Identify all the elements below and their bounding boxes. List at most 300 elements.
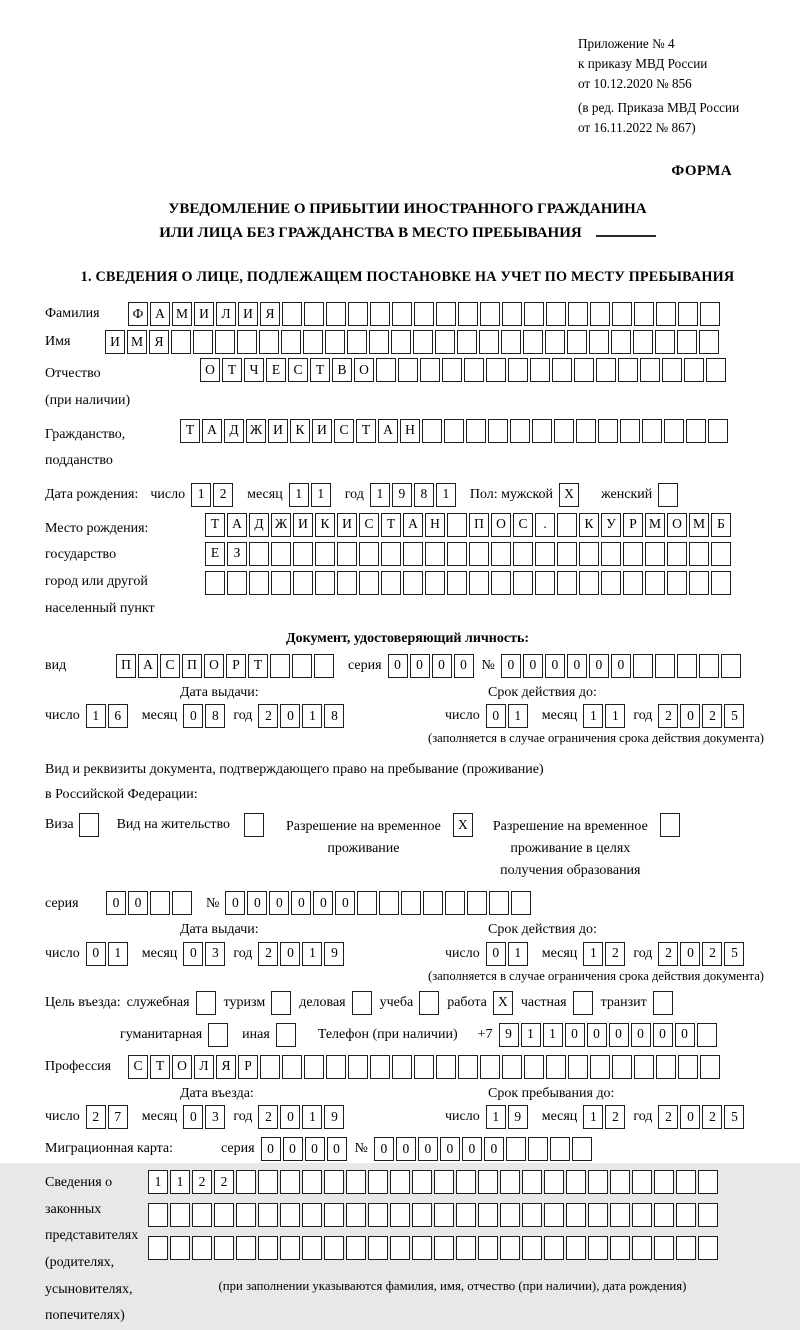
char-box[interactable] (645, 571, 665, 595)
char-box[interactable] (420, 358, 440, 382)
char-box[interactable]: 2 (605, 942, 625, 966)
char-box[interactable]: 1 (436, 483, 456, 507)
char-box[interactable]: 9 (324, 942, 344, 966)
char-box[interactable]: 0 (418, 1137, 438, 1161)
char-box[interactable] (566, 1170, 586, 1194)
char-box[interactable]: 0 (128, 891, 148, 915)
char-box[interactable] (544, 1236, 564, 1260)
char-box[interactable] (654, 1203, 674, 1227)
char-box[interactable] (403, 542, 423, 566)
char-box[interactable] (466, 419, 486, 443)
title-blank-line[interactable] (596, 221, 656, 237)
char-box[interactable] (511, 891, 531, 915)
char-box[interactable]: 0 (327, 1137, 347, 1161)
char-box[interactable]: 0 (631, 1023, 651, 1047)
char-box[interactable]: О (354, 358, 374, 382)
char-box[interactable] (280, 1170, 300, 1194)
char-box[interactable]: 0 (283, 1137, 303, 1161)
checkbox[interactable] (271, 991, 291, 1015)
char-box[interactable]: С (128, 1055, 148, 1079)
char-box[interactable] (414, 1055, 434, 1079)
char-box[interactable] (656, 302, 676, 326)
char-box[interactable] (249, 542, 269, 566)
char-box[interactable] (413, 330, 433, 354)
char-box[interactable] (676, 1203, 696, 1227)
char-box[interactable]: 2 (702, 942, 722, 966)
char-box[interactable]: О (491, 513, 511, 537)
char-box[interactable] (721, 654, 741, 678)
char-box[interactable] (546, 1055, 566, 1079)
char-box[interactable] (478, 1170, 498, 1194)
char-box[interactable] (676, 1170, 696, 1194)
char-box[interactable]: Я (216, 1055, 236, 1079)
char-box[interactable] (664, 419, 684, 443)
char-box[interactable] (381, 571, 401, 595)
char-box[interactable] (249, 571, 269, 595)
char-box[interactable]: Р (623, 513, 643, 537)
char-box[interactable] (346, 1170, 366, 1194)
char-box[interactable]: 0 (291, 891, 311, 915)
char-box[interactable] (170, 1236, 190, 1260)
char-box[interactable]: 2 (258, 704, 278, 728)
char-box[interactable] (302, 1203, 322, 1227)
char-box[interactable] (436, 1055, 456, 1079)
char-box[interactable] (708, 419, 728, 443)
char-box[interactable] (642, 419, 662, 443)
char-box[interactable]: С (359, 513, 379, 537)
char-box[interactable] (601, 542, 621, 566)
char-box[interactable] (568, 302, 588, 326)
char-box[interactable]: 6 (108, 704, 128, 728)
char-box[interactable] (148, 1203, 168, 1227)
char-box[interactable] (368, 1236, 388, 1260)
checkbox[interactable] (653, 991, 673, 1015)
char-box[interactable] (686, 419, 706, 443)
char-box[interactable]: 5 (724, 942, 744, 966)
char-box[interactable]: 1 (170, 1170, 190, 1194)
char-box[interactable] (227, 571, 247, 595)
char-box[interactable] (656, 1055, 676, 1079)
char-box[interactable]: 0 (565, 1023, 585, 1047)
char-box[interactable]: 0 (410, 654, 430, 678)
char-box[interactable]: Д (249, 513, 269, 537)
char-box[interactable] (655, 330, 675, 354)
char-box[interactable] (552, 358, 572, 382)
char-box[interactable] (447, 542, 467, 566)
checkbox[interactable] (419, 991, 439, 1015)
char-box[interactable]: 2 (213, 483, 233, 507)
char-box[interactable] (458, 1055, 478, 1079)
char-box[interactable]: М (172, 302, 192, 326)
char-box[interactable] (236, 1170, 256, 1194)
char-box[interactable] (376, 358, 396, 382)
char-box[interactable] (632, 1236, 652, 1260)
char-box[interactable]: М (645, 513, 665, 537)
char-box[interactable] (390, 1170, 410, 1194)
char-box[interactable] (610, 1203, 630, 1227)
char-box[interactable] (678, 1055, 698, 1079)
char-box[interactable]: 0 (462, 1137, 482, 1161)
char-box[interactable] (590, 302, 610, 326)
char-box[interactable] (634, 1055, 654, 1079)
char-box[interactable]: 2 (658, 942, 678, 966)
char-box[interactable] (698, 1170, 718, 1194)
char-box[interactable] (458, 302, 478, 326)
char-box[interactable] (667, 542, 687, 566)
char-box[interactable] (596, 358, 616, 382)
char-box[interactable] (550, 1137, 570, 1161)
char-box[interactable]: С (160, 654, 180, 678)
char-box[interactable]: Т (356, 419, 376, 443)
char-box[interactable] (544, 1170, 564, 1194)
char-box[interactable] (303, 330, 323, 354)
char-box[interactable] (489, 891, 509, 915)
char-box[interactable]: О (200, 358, 220, 382)
char-box[interactable]: 0 (247, 891, 267, 915)
char-box[interactable]: С (334, 419, 354, 443)
char-box[interactable] (510, 419, 530, 443)
char-box[interactable]: 0 (523, 654, 543, 678)
char-box[interactable] (392, 302, 412, 326)
char-box[interactable] (447, 571, 467, 595)
char-box[interactable] (557, 513, 577, 537)
char-box[interactable] (315, 571, 335, 595)
char-box[interactable]: 1 (508, 704, 528, 728)
char-box[interactable] (425, 542, 445, 566)
char-box[interactable] (368, 1170, 388, 1194)
char-box[interactable] (390, 1236, 410, 1260)
char-box[interactable] (528, 1137, 548, 1161)
char-box[interactable]: И (105, 330, 125, 354)
char-box[interactable] (259, 330, 279, 354)
char-box[interactable]: С (288, 358, 308, 382)
char-box[interactable]: 3 (205, 942, 225, 966)
char-box[interactable]: 3 (205, 1105, 225, 1129)
char-box[interactable]: О (204, 654, 224, 678)
char-box[interactable] (598, 419, 618, 443)
char-box[interactable]: 2 (192, 1170, 212, 1194)
char-box[interactable] (706, 358, 726, 382)
char-box[interactable] (346, 1236, 366, 1260)
char-box[interactable]: И (238, 302, 258, 326)
char-box[interactable]: Т (310, 358, 330, 382)
char-box[interactable] (491, 571, 511, 595)
char-box[interactable] (566, 1236, 586, 1260)
char-box[interactable] (346, 1203, 366, 1227)
char-box[interactable] (325, 330, 345, 354)
char-box[interactable]: 1 (486, 1105, 506, 1129)
char-box[interactable] (524, 1055, 544, 1079)
char-box[interactable] (546, 302, 566, 326)
checkbox[interactable] (208, 1023, 228, 1047)
char-box[interactable] (192, 1236, 212, 1260)
char-box[interactable] (689, 542, 709, 566)
char-box[interactable]: 0 (106, 891, 126, 915)
char-box[interactable] (677, 654, 697, 678)
char-box[interactable] (711, 571, 731, 595)
char-box[interactable]: Ф (128, 302, 148, 326)
char-box[interactable]: 2 (258, 1105, 278, 1129)
char-box[interactable]: 2 (702, 1105, 722, 1129)
char-box[interactable]: А (202, 419, 222, 443)
char-box[interactable]: 1 (108, 942, 128, 966)
char-box[interactable] (535, 571, 555, 595)
char-box[interactable] (348, 1055, 368, 1079)
char-box[interactable] (697, 1023, 717, 1047)
char-box[interactable] (700, 1055, 720, 1079)
char-box[interactable]: 0 (440, 1137, 460, 1161)
char-box[interactable] (557, 542, 577, 566)
char-box[interactable] (148, 1236, 168, 1260)
char-box[interactable] (326, 302, 346, 326)
char-box[interactable] (456, 1170, 476, 1194)
char-box[interactable] (676, 1236, 696, 1260)
char-box[interactable]: А (403, 513, 423, 537)
char-box[interactable]: 1 (311, 483, 331, 507)
char-box[interactable] (357, 891, 377, 915)
char-box[interactable]: 8 (414, 483, 434, 507)
char-box[interactable]: 0 (280, 1105, 300, 1129)
char-box[interactable]: 9 (392, 483, 412, 507)
char-box[interactable] (282, 1055, 302, 1079)
char-box[interactable]: 0 (313, 891, 333, 915)
char-box[interactable] (610, 1236, 630, 1260)
char-box[interactable]: А (227, 513, 247, 537)
char-box[interactable]: Е (205, 542, 225, 566)
char-box[interactable] (302, 1170, 322, 1194)
char-box[interactable] (150, 891, 170, 915)
char-box[interactable] (513, 571, 533, 595)
char-box[interactable]: 0 (183, 1105, 203, 1129)
char-box[interactable] (401, 891, 421, 915)
char-box[interactable]: 1 (583, 704, 603, 728)
char-box[interactable] (632, 1170, 652, 1194)
char-box[interactable]: 1 (521, 1023, 541, 1047)
char-box[interactable]: И (337, 513, 357, 537)
char-box[interactable]: 0 (680, 1105, 700, 1129)
char-box[interactable]: 0 (280, 942, 300, 966)
char-box[interactable] (634, 302, 654, 326)
char-box[interactable] (698, 1203, 718, 1227)
char-box[interactable] (684, 358, 704, 382)
char-box[interactable]: 0 (675, 1023, 695, 1047)
char-box[interactable]: 0 (454, 654, 474, 678)
char-box[interactable]: С (513, 513, 533, 537)
char-box[interactable] (488, 419, 508, 443)
char-box[interactable]: 1 (583, 1105, 603, 1129)
char-box[interactable] (282, 302, 302, 326)
char-box[interactable] (572, 1137, 592, 1161)
char-box[interactable] (632, 1203, 652, 1227)
char-box[interactable]: Я (260, 302, 280, 326)
char-box[interactable]: 1 (605, 704, 625, 728)
char-box[interactable] (270, 654, 290, 678)
char-box[interactable]: О (667, 513, 687, 537)
char-box[interactable]: 1 (86, 704, 106, 728)
char-box[interactable] (293, 571, 313, 595)
char-box[interactable] (508, 358, 528, 382)
char-box[interactable] (280, 1236, 300, 1260)
char-box[interactable] (480, 1055, 500, 1079)
char-box[interactable] (302, 1236, 322, 1260)
char-box[interactable] (568, 1055, 588, 1079)
char-box[interactable]: 1 (543, 1023, 563, 1047)
char-box[interactable]: Ж (246, 419, 266, 443)
char-box[interactable] (699, 654, 719, 678)
char-box[interactable]: 5 (724, 704, 744, 728)
char-box[interactable] (381, 542, 401, 566)
char-box[interactable] (601, 571, 621, 595)
char-box[interactable]: 5 (724, 1105, 744, 1129)
char-box[interactable]: 1 (302, 1105, 322, 1129)
char-box[interactable]: А (378, 419, 398, 443)
char-box[interactable] (172, 891, 192, 915)
char-box[interactable] (412, 1203, 432, 1227)
char-box[interactable] (192, 1203, 212, 1227)
char-box[interactable]: 1 (191, 483, 211, 507)
char-box[interactable] (645, 542, 665, 566)
char-box[interactable] (237, 330, 257, 354)
char-box[interactable] (423, 891, 443, 915)
char-box[interactable]: Р (238, 1055, 258, 1079)
char-box[interactable] (293, 542, 313, 566)
checkbox[interactable]: X (453, 813, 473, 837)
char-box[interactable] (447, 513, 467, 537)
char-box[interactable] (500, 1170, 520, 1194)
char-box[interactable] (502, 302, 522, 326)
char-box[interactable] (579, 542, 599, 566)
char-box[interactable] (640, 358, 660, 382)
char-box[interactable] (522, 1170, 542, 1194)
char-box[interactable] (502, 1055, 522, 1079)
char-box[interactable] (618, 358, 638, 382)
char-box[interactable]: 0 (653, 1023, 673, 1047)
checkbox[interactable] (660, 813, 680, 837)
char-box[interactable] (478, 1203, 498, 1227)
char-box[interactable]: 0 (388, 654, 408, 678)
char-box[interactable]: 7 (108, 1105, 128, 1129)
char-box[interactable] (500, 1203, 520, 1227)
char-box[interactable] (530, 358, 550, 382)
char-box[interactable]: 8 (205, 704, 225, 728)
char-box[interactable] (348, 302, 368, 326)
checkbox[interactable] (244, 813, 264, 837)
char-box[interactable]: Т (180, 419, 200, 443)
char-box[interactable]: А (138, 654, 158, 678)
char-box[interactable] (434, 1203, 454, 1227)
char-box[interactable] (434, 1236, 454, 1260)
char-box[interactable]: К (315, 513, 335, 537)
char-box[interactable] (324, 1203, 344, 1227)
char-box[interactable] (557, 571, 577, 595)
char-box[interactable]: Т (150, 1055, 170, 1079)
char-box[interactable] (522, 1236, 542, 1260)
char-box[interactable] (304, 302, 324, 326)
char-box[interactable] (214, 1203, 234, 1227)
checkbox[interactable]: X (559, 483, 579, 507)
char-box[interactable]: 1 (148, 1170, 168, 1194)
char-box[interactable]: 2 (86, 1105, 106, 1129)
char-box[interactable]: Т (248, 654, 268, 678)
char-box[interactable]: 0 (589, 654, 609, 678)
char-box[interactable]: И (268, 419, 288, 443)
char-box[interactable]: 0 (545, 654, 565, 678)
char-box[interactable]: 0 (501, 654, 521, 678)
char-box[interactable] (544, 1203, 564, 1227)
char-box[interactable] (258, 1170, 278, 1194)
char-box[interactable]: 0 (86, 942, 106, 966)
char-box[interactable] (425, 571, 445, 595)
char-box[interactable]: 0 (261, 1137, 281, 1161)
checkbox[interactable] (79, 813, 99, 837)
char-box[interactable]: Т (222, 358, 242, 382)
char-box[interactable]: П (182, 654, 202, 678)
char-box[interactable]: 8 (324, 704, 344, 728)
char-box[interactable]: 2 (702, 704, 722, 728)
char-box[interactable] (271, 571, 291, 595)
char-box[interactable]: 0 (567, 654, 587, 678)
char-box[interactable]: Е (266, 358, 286, 382)
checkbox[interactable]: X (493, 991, 513, 1015)
char-box[interactable]: 2 (214, 1170, 234, 1194)
char-box[interactable] (414, 302, 434, 326)
char-box[interactable] (698, 1236, 718, 1260)
char-box[interactable]: 0 (183, 942, 203, 966)
char-box[interactable]: 0 (587, 1023, 607, 1047)
char-box[interactable] (677, 330, 697, 354)
char-box[interactable] (324, 1236, 344, 1260)
char-box[interactable] (491, 542, 511, 566)
char-box[interactable]: 1 (302, 704, 322, 728)
char-box[interactable] (281, 330, 301, 354)
char-box[interactable] (215, 330, 235, 354)
char-box[interactable] (699, 330, 719, 354)
char-box[interactable] (445, 891, 465, 915)
char-box[interactable] (469, 542, 489, 566)
checkbox[interactable] (196, 991, 216, 1015)
char-box[interactable] (456, 1203, 476, 1227)
char-box[interactable] (620, 419, 640, 443)
char-box[interactable] (623, 542, 643, 566)
char-box[interactable] (304, 1055, 324, 1079)
char-box[interactable]: И (293, 513, 313, 537)
char-box[interactable]: Л (194, 1055, 214, 1079)
char-box[interactable]: М (689, 513, 709, 537)
char-box[interactable]: 1 (370, 483, 390, 507)
char-box[interactable]: 0 (269, 891, 289, 915)
char-box[interactable] (523, 330, 543, 354)
char-box[interactable]: 2 (258, 942, 278, 966)
char-box[interactable] (588, 1236, 608, 1260)
char-box[interactable] (337, 571, 357, 595)
char-box[interactable]: Т (381, 513, 401, 537)
char-box[interactable] (464, 358, 484, 382)
char-box[interactable] (554, 419, 574, 443)
char-box[interactable]: 1 (583, 942, 603, 966)
char-box[interactable] (258, 1203, 278, 1227)
char-box[interactable]: Д (224, 419, 244, 443)
char-box[interactable] (359, 542, 379, 566)
char-box[interactable] (513, 542, 533, 566)
char-box[interactable]: 9 (499, 1023, 519, 1047)
char-box[interactable] (337, 542, 357, 566)
char-box[interactable] (390, 1203, 410, 1227)
char-box[interactable]: 0 (680, 704, 700, 728)
checkbox[interactable] (658, 483, 678, 507)
char-box[interactable] (590, 1055, 610, 1079)
checkbox[interactable] (352, 991, 372, 1015)
char-box[interactable]: З (227, 542, 247, 566)
